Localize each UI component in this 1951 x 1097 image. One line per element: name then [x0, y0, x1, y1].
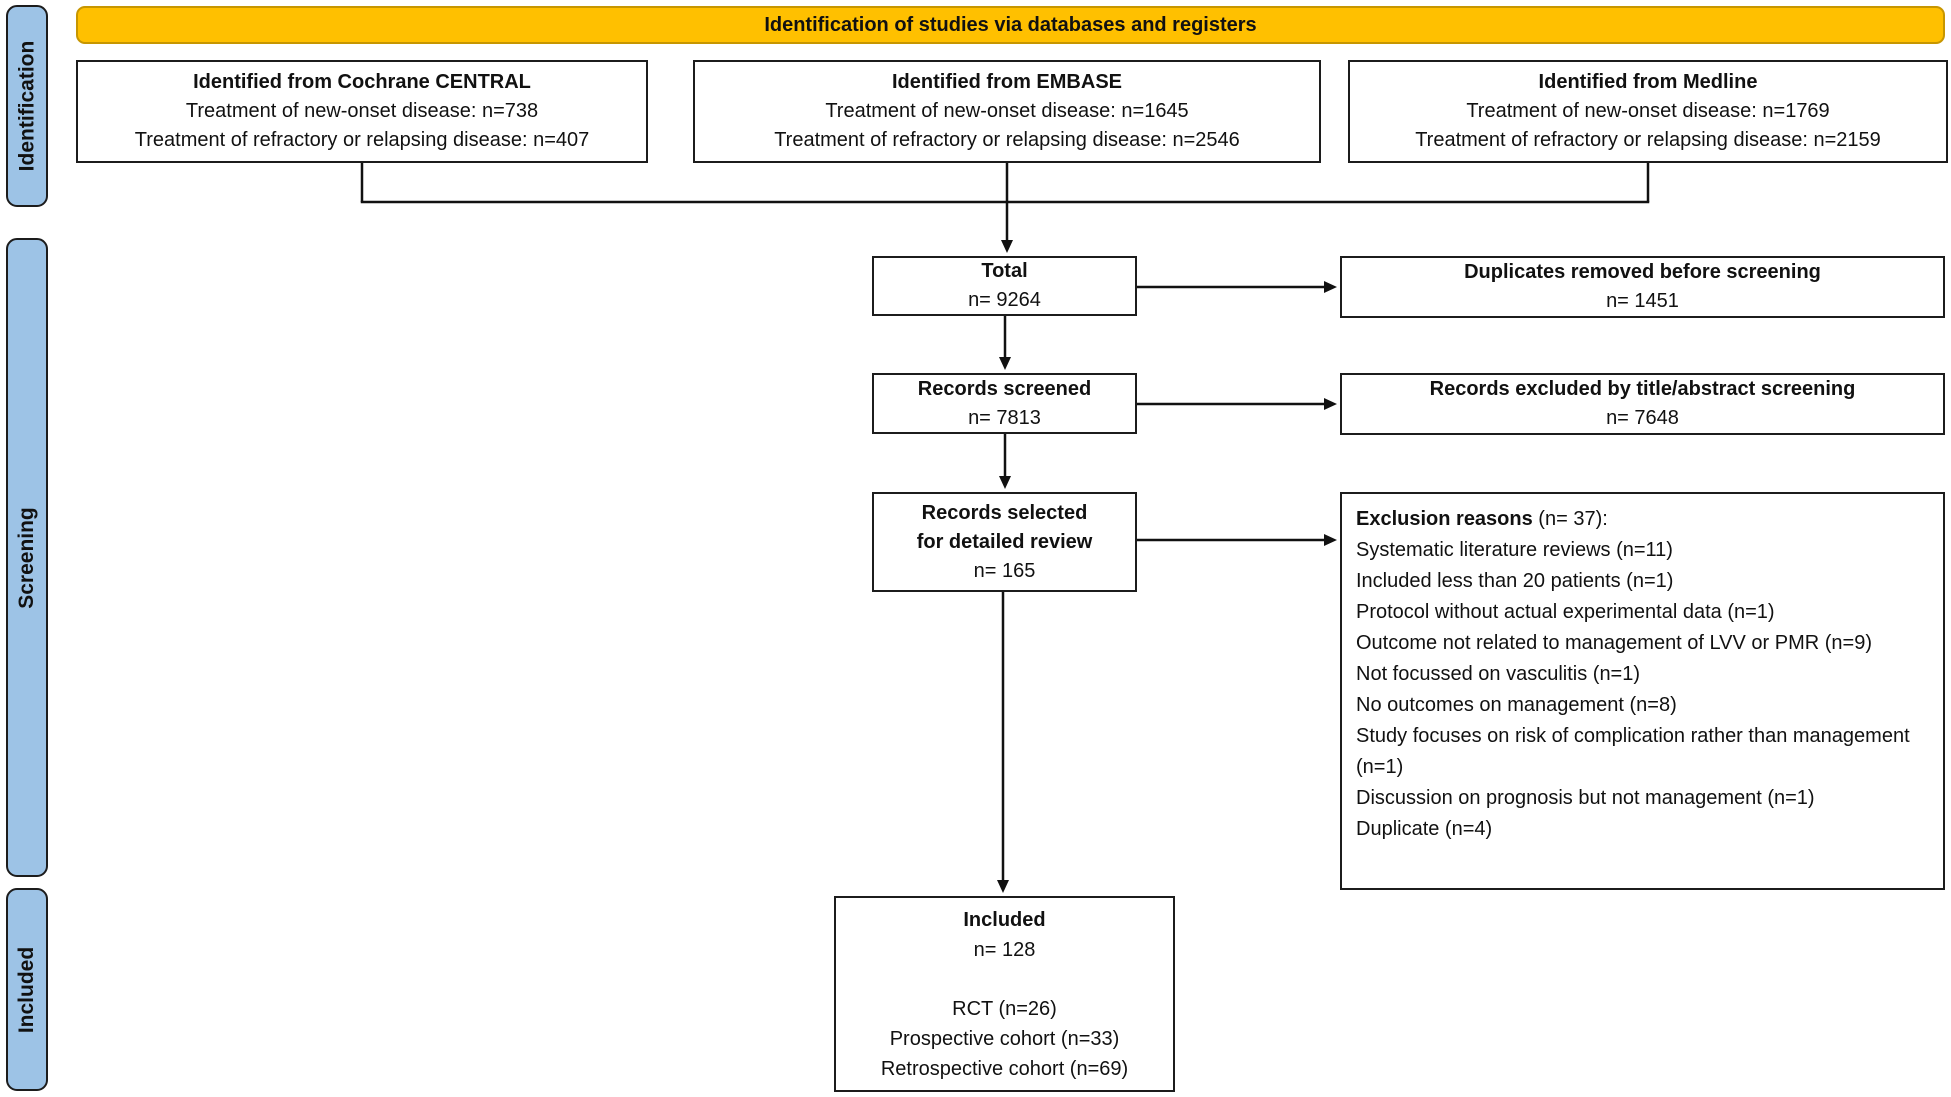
total-box-title: Total: [981, 260, 1028, 282]
duplicates-removed-title: Duplicates removed before screening: [1464, 261, 1821, 283]
included-breakdown-item: Retrospective cohort (n=69): [880, 1057, 1129, 1080]
included-box-title: Included: [963, 908, 1046, 931]
sidebar-stage-identification: [6, 5, 48, 207]
exclusion-reason-item: Study focuses on risk of complication rather than management (n=1): [1356, 725, 1910, 778]
exclusion-reason-item: No outcomes on management (n=8): [1356, 694, 1677, 716]
exclusion-reason-item: Discussion on prognosis but not management (n=1): [1356, 787, 1815, 809]
source-box-title: Identified from EMBASE: [891, 71, 1122, 93]
records-screened-box: [872, 373, 1137, 434]
included-box-count: n= 128: [973, 938, 1036, 961]
sidebar-stage-label: Identification: [15, 40, 39, 172]
sidebar-stage-included: [6, 888, 48, 1091]
source-box-line: Treatment of refractory or relapsing disease: n=407: [134, 129, 590, 151]
records-selected-count: n= 165: [973, 559, 1036, 582]
exclusion-reason-item: Not focussed on vasculitis (n=1): [1356, 663, 1641, 685]
included-breakdown-item: Prospective cohort (n=33): [889, 1027, 1120, 1050]
source-box-line: Treatment of refractory or relapsing disease: n=2159: [1415, 129, 1881, 151]
duplicates-removed-box: [1340, 256, 1945, 318]
source-box-line: Treatment of new-onset disease: n=738: [185, 100, 539, 122]
banner-title: Identification of studies via databases and registers: [764, 13, 1257, 36]
records-screened-count: n= 7813: [968, 406, 1041, 429]
total-box-count: n= 9264: [968, 289, 1041, 311]
exclusion-reason-item: Outcome not related to management of LVV or PMR (n=9): [1356, 632, 1872, 654]
exclusion-reasons-heading-rest: (n= 37):: [1532, 508, 1608, 530]
included-box: [834, 896, 1175, 1092]
source-box-cochrane-central: [76, 60, 648, 163]
records-screened-title: Records screened: [917, 377, 1092, 400]
source-box-line: Treatment of new-onset disease: n=1645: [825, 100, 1189, 122]
source-box-title: Identified from Cochrane CENTRAL: [193, 71, 531, 93]
records-excluded-count: n= 7648: [1606, 407, 1679, 429]
sidebar-stage-label: Screening: [15, 506, 39, 609]
exclusion-reasons-box: [1340, 492, 1945, 890]
source-box-embase: [693, 60, 1321, 163]
duplicates-removed-count: n= 1451: [1606, 290, 1679, 312]
records-selected-title-line1: Records selected: [921, 501, 1088, 524]
records-excluded-title: Records excluded by title/abstract screening: [1429, 378, 1856, 400]
source-box-line: Treatment of new-onset disease: n=1769: [1466, 100, 1830, 122]
included-breakdown-item: RCT (n=26): [952, 997, 1057, 1020]
records-excluded-box: [1340, 373, 1945, 435]
records-selected-box: [872, 492, 1137, 592]
total-box: [872, 256, 1137, 316]
source-box-title: Identified from Medline: [1538, 71, 1758, 93]
source-box-line: Treatment of refractory or relapsing disease: n=2546: [774, 129, 1240, 151]
exclusion-reason-item: Duplicate (n=4): [1356, 818, 1493, 840]
sidebar-stage-screening: [6, 238, 48, 877]
records-selected-title-line2: for detailed review: [916, 530, 1093, 553]
exclusion-reasons-heading: [1356, 504, 1608, 535]
exclusion-reasons-heading-bold: Exclusion reasons: [1356, 508, 1533, 530]
exclusion-reason-item: Protocol without actual experimental data (n=1): [1356, 601, 1775, 623]
banner: [76, 6, 1945, 44]
source-box-medline: [1348, 60, 1948, 163]
sidebar-stage-label: Included: [15, 946, 38, 1033]
exclusion-reason-item: Systematic literature reviews (n=11): [1356, 539, 1673, 561]
exclusion-reason-item: Included less than 20 patients (n=1): [1356, 570, 1674, 592]
